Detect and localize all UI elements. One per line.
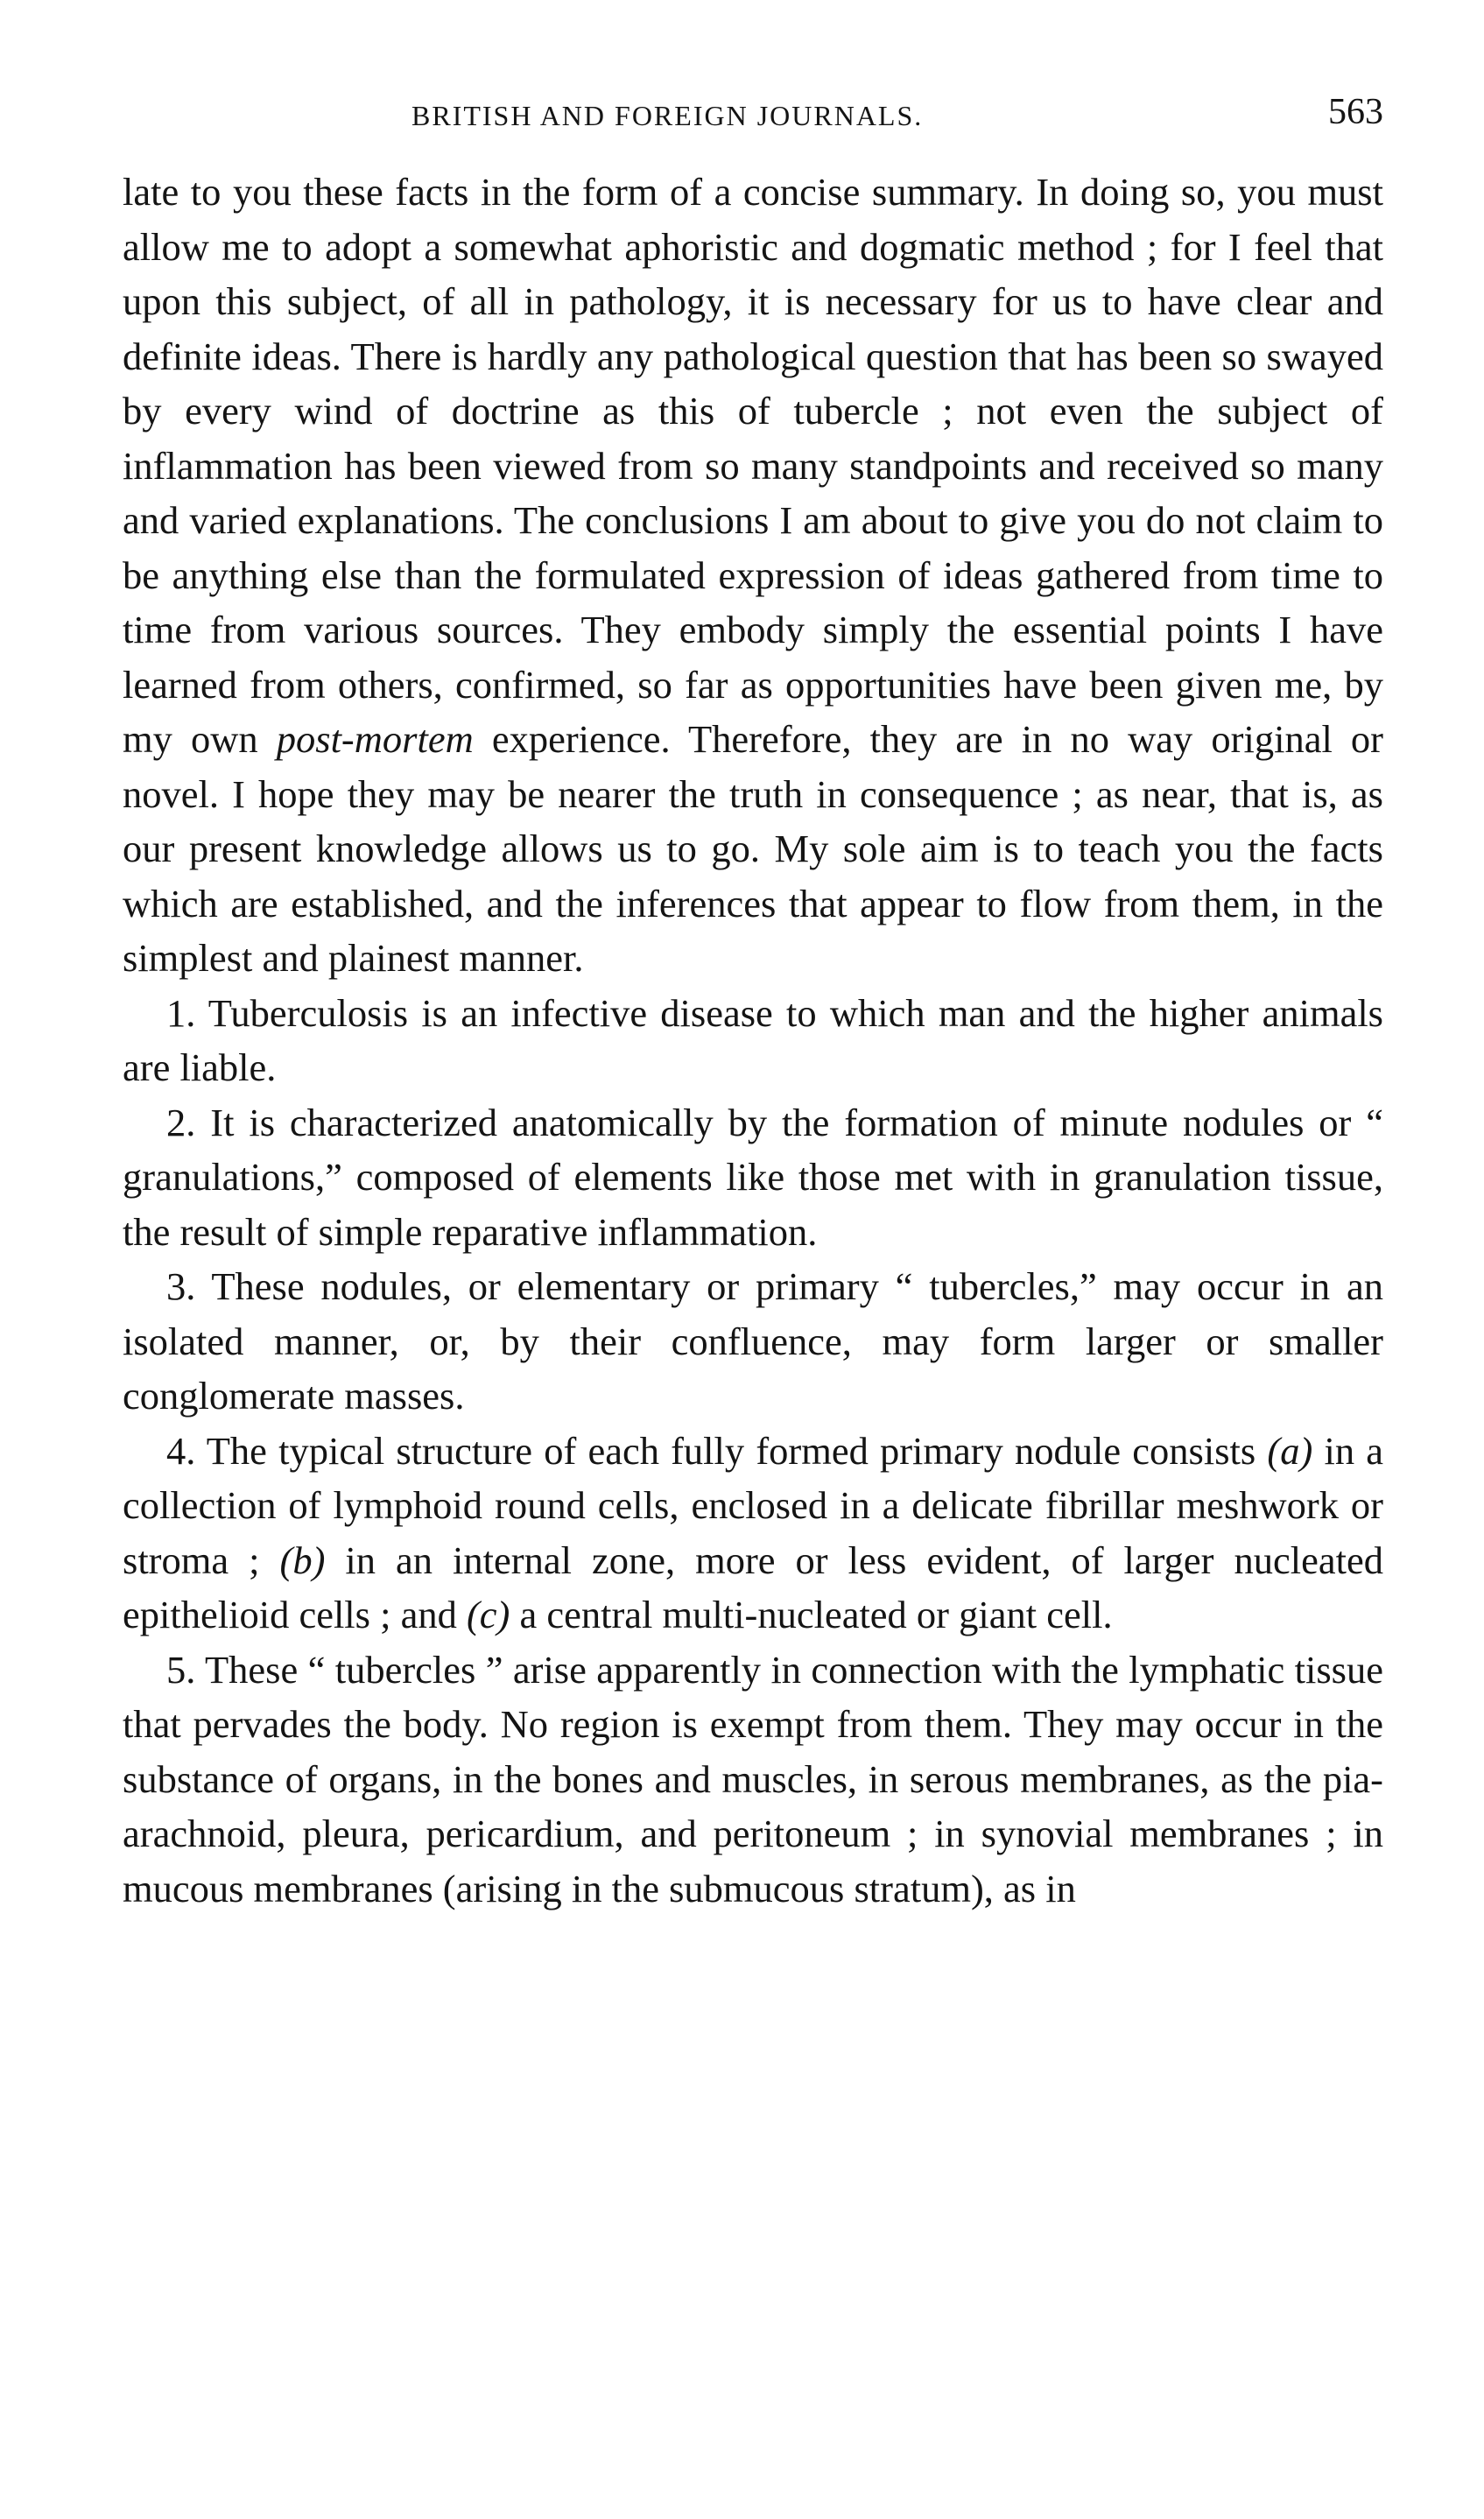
- item-number: 2.: [166, 1100, 196, 1144]
- numbered-paragraph-1: [123, 986, 1383, 1095]
- item-number: 1.: [166, 990, 196, 1035]
- intro-paragraph: [123, 165, 1383, 986]
- numbered-paragraph-4: [123, 1424, 1383, 1643]
- intro-text-1: late to you these facts in the form of a concise summary. In doing so, you must allow me to adopt a somewhat aphoristic and dogmatic method ; for I feel that upon this subject, of all in pathology, it is necessary for us to have clear and definite ideas. There is hardly any pathological question that has been so swayed by every wind of doctrine as this of tubercle ; not even the subject of inflammation has been viewed from so many standpoints and received so many and varied explanations. The conclusions I am about to give you do not claim to be anything else than the formulated expression of ideas gathered from time to time from various sources. They embody simply the essential points I have learned from others, confirmed, so far as opportunities have been given me, by my own: [123, 170, 1383, 761]
- page-number: 563: [1328, 92, 1383, 132]
- item-number: 4.: [166, 1428, 196, 1473]
- item-text-c: in an internal zone, more or less evident, of larger nucleated epithelioid cells ; and: [123, 1537, 1383, 1636]
- item-text: These “ tubercles ” arise apparently in connection with the lymphatic tissue that pervades the body. No region is exempt from them. They may occur in the substance of organs, in the bones and muscles, in serous membranes, as the pia-arachnoid, pleura, pericardium, and peritoneum ; in synovial membranes ; in mucous membranes (arising in the submucous stratum), as in: [123, 1647, 1383, 1910]
- numbered-paragraph-5: [123, 1643, 1383, 1917]
- running-title: BRITISH AND FOREIGN JOURNALS.: [411, 100, 924, 131]
- numbered-paragraph-3: [123, 1259, 1383, 1424]
- book-page: [123, 88, 1383, 1916]
- sub-label-a: (a): [1267, 1428, 1313, 1473]
- item-text: It is characterized anatomically by the formation of minute nodules or “ granulations,” composed of elements like those met with in granulation tissue, the result of simple reparative inflammation.: [123, 1100, 1384, 1254]
- sub-label-b: (b): [279, 1537, 326, 1582]
- item-text: Tuberculosis is an infective disease to which man and the higher animals are liable.: [123, 990, 1383, 1089]
- intro-italic-term: post-mortem: [276, 717, 474, 761]
- numbered-paragraph-2: [123, 1095, 1383, 1260]
- intro-text-2: experience. Therefore, they are in no way original or novel. I hope they may be nearer the truth in consequence ; as near, that is, as our present knowledge allows us to go. My sole aim is to teach you the facts which are established, and the inferences that appear to flow from them, in the simplest and plainest manner.: [123, 717, 1383, 980]
- item-number: 5.: [166, 1647, 196, 1692]
- body-text: [123, 165, 1383, 1916]
- running-head: [123, 88, 1383, 140]
- sub-label-c: (c): [466, 1593, 510, 1636]
- item-text-b: in a collection of lymphoid round cells, enclosed in a delicate fibrillar meshwork or stroma ;: [123, 1428, 1383, 1582]
- item-text-d: a central multi-nucleated or giant cell.: [510, 1593, 1113, 1636]
- item-text: These nodules, or elementary or primary “ tubercles,” may occur in an isolated manner, or, by their confluence, may form larger or smaller conglomerate masses.: [123, 1264, 1383, 1418]
- item-text-a: The typical structure of each fully formed primary nodule consists: [206, 1428, 1268, 1473]
- item-number: 3.: [166, 1264, 196, 1308]
